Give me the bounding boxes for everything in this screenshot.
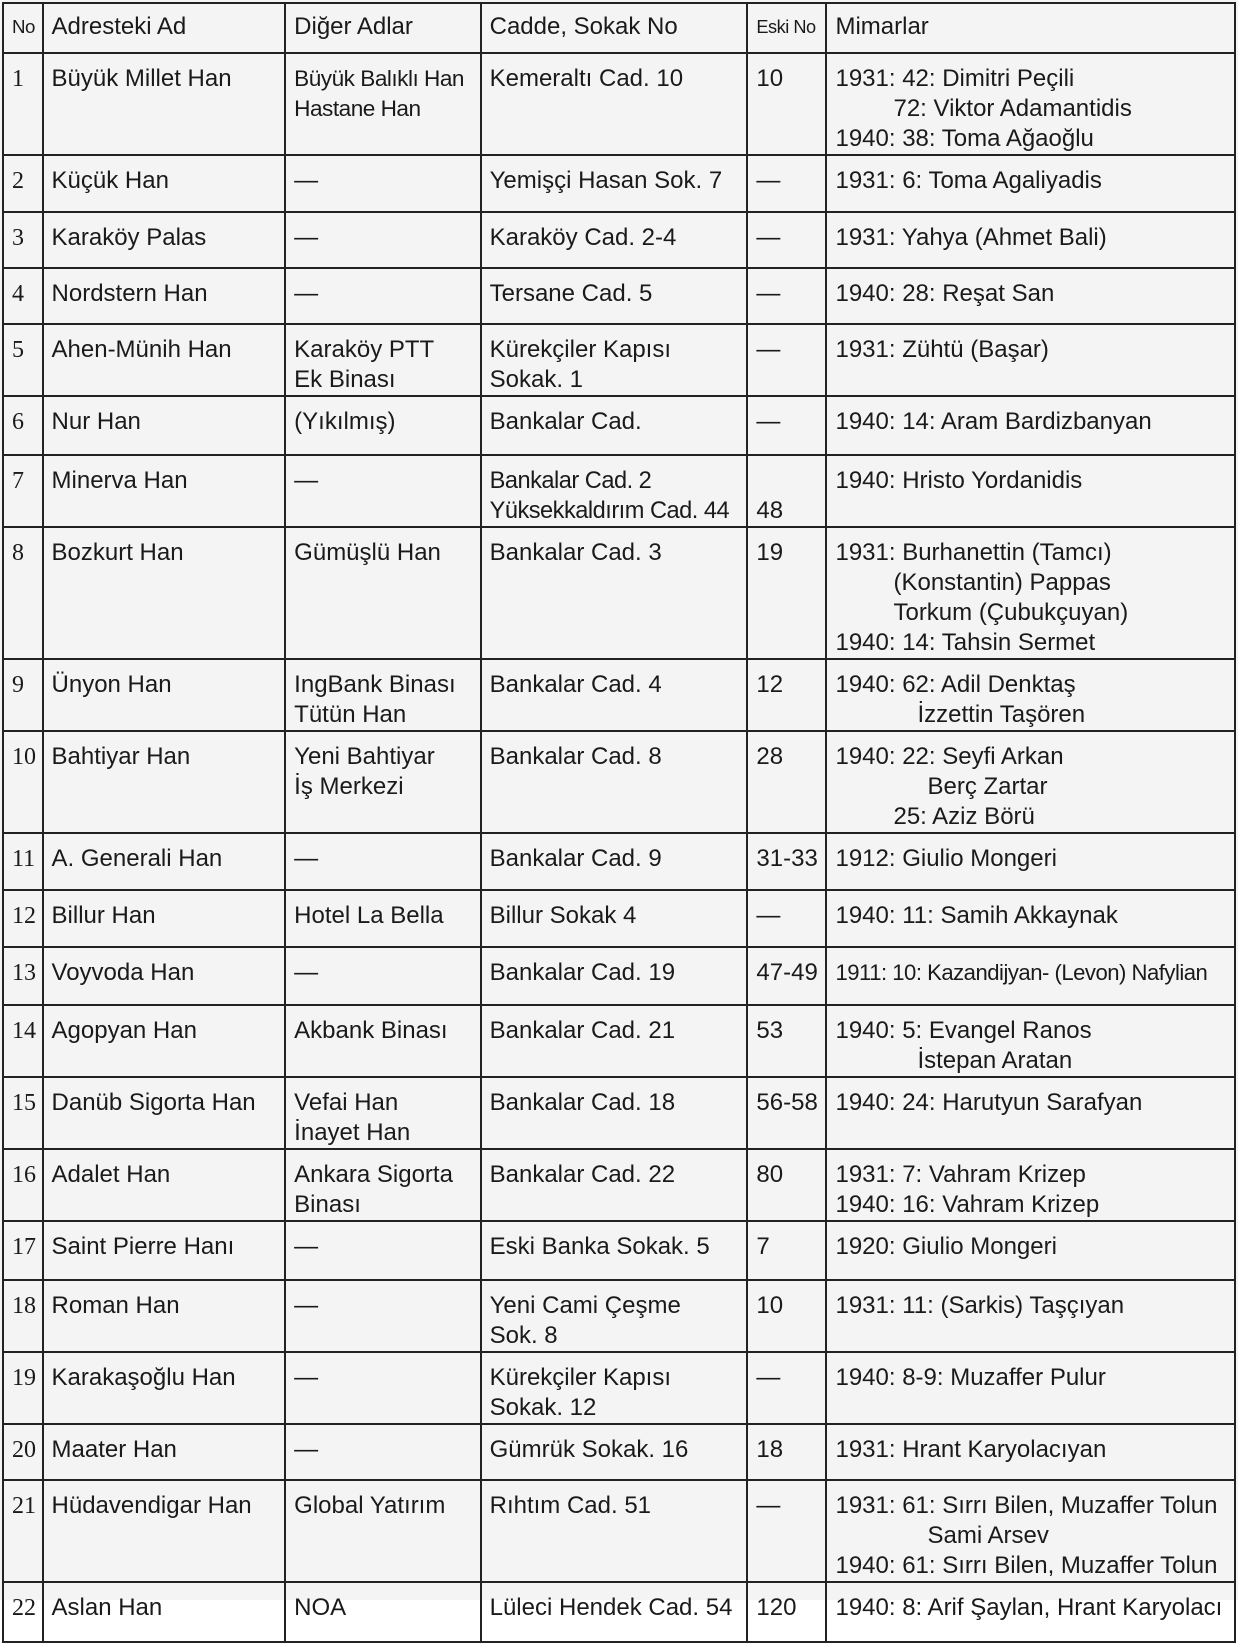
architects-cell-line: 1940: 62: Adil Denktaş bbox=[835, 671, 1076, 698]
other-names-cell bbox=[285, 155, 480, 212]
row-number-cell: 5 bbox=[3, 324, 43, 396]
other-names-cell bbox=[285, 1352, 480, 1424]
street-cell bbox=[481, 833, 748, 890]
architects-cell-line: 1931: Zühtü (Başar) bbox=[835, 336, 1049, 363]
other-names-cell-line: İnayet Han bbox=[294, 1119, 411, 1146]
architects-cell-line: İzzettin Taşören bbox=[917, 701, 1086, 728]
architects-cell-line: 1940: 16: Vahram Krizep bbox=[835, 1191, 1100, 1218]
architects-cell-line: 1940: 38: Toma Ağaoğlu bbox=[835, 125, 1094, 152]
architects-cell bbox=[826, 731, 1235, 833]
han-name-cell: Adalet Han bbox=[43, 1149, 286, 1221]
street-cell bbox=[481, 324, 748, 396]
street-cell-line: Bankalar Cad. 18 bbox=[489, 1089, 676, 1116]
old-number-cell: — bbox=[747, 1480, 826, 1582]
row-number-cell: 22 bbox=[3, 1582, 43, 1642]
street-cell bbox=[481, 268, 748, 324]
han-name-cell: Karakaşoğlu Han bbox=[43, 1352, 286, 1424]
architects-cell bbox=[826, 1221, 1235, 1280]
row-number-cell: 14 bbox=[3, 1005, 43, 1077]
table-row bbox=[3, 527, 1235, 659]
han-name-cell: Bahtiyar Han bbox=[43, 731, 286, 833]
row-number-cell: 16 bbox=[3, 1149, 43, 1221]
table-row bbox=[3, 890, 1235, 947]
old-number-cell: — bbox=[747, 155, 826, 212]
street-cell bbox=[481, 659, 748, 731]
street-cell-line: Kürekçiler Kapısı bbox=[489, 1364, 672, 1391]
street-cell bbox=[481, 1582, 748, 1642]
table-row bbox=[3, 731, 1235, 833]
other-names-cell-line: Global Yatırım bbox=[294, 1492, 446, 1519]
street-cell-line: Yemişçi Hasan Sok. 7 bbox=[489, 167, 723, 194]
row-number-cell: 7 bbox=[3, 455, 43, 527]
architects-cell-line: İstepan Aratan bbox=[917, 1047, 1073, 1074]
old-number-cell: 53 bbox=[747, 1005, 826, 1077]
architects-cell-line: 1940: 28: Reşat San bbox=[835, 280, 1055, 307]
old-number-cell: 28 bbox=[747, 731, 826, 833]
architects-cell bbox=[826, 268, 1235, 324]
street-cell-line: Gümrük Sokak. 16 bbox=[489, 1436, 689, 1463]
old-number-cell: 31-33 bbox=[747, 833, 826, 890]
table-row bbox=[3, 1149, 1235, 1221]
other-names-cell-line: Ek Binası bbox=[294, 366, 396, 393]
architects-cell bbox=[826, 833, 1235, 890]
row-number-cell: 12 bbox=[3, 890, 43, 947]
architects-cell bbox=[826, 53, 1235, 155]
other-names-cell-line: — bbox=[294, 845, 319, 872]
han-name-cell: Agopyan Han bbox=[43, 1005, 286, 1077]
old-number-cell: 10 bbox=[747, 1280, 826, 1352]
han-name-cell: Voyvoda Han bbox=[43, 947, 286, 1005]
other-names-cell-line: Akbank Binası bbox=[294, 1017, 448, 1044]
han-name-cell: Küçük Han bbox=[43, 155, 286, 212]
architects-cell-line: 1931: 42: Dimitri Peçili bbox=[835, 65, 1075, 92]
han-name-cell: Ahen-Münih Han bbox=[43, 324, 286, 396]
han-name-cell: Roman Han bbox=[43, 1280, 286, 1352]
architects-cell-line: 1940: 5: Evangel Ranos bbox=[835, 1017, 1092, 1044]
street-cell bbox=[481, 1480, 748, 1582]
other-names-cell-line: — bbox=[294, 1436, 319, 1463]
old-number-cell: 47-49 bbox=[747, 947, 826, 1005]
architects-cell bbox=[826, 1582, 1235, 1642]
row-number-cell: 21 bbox=[3, 1480, 43, 1582]
architects-cell bbox=[826, 1424, 1235, 1480]
architects-cell bbox=[826, 1280, 1235, 1352]
street-cell bbox=[481, 527, 748, 659]
other-names-cell-line: Hotel La Bella bbox=[294, 902, 444, 929]
other-names-cell-line: Hastane Han bbox=[294, 96, 421, 121]
street-cell-line: Bankalar Cad. 4 bbox=[489, 671, 662, 698]
table-row bbox=[3, 1582, 1235, 1642]
other-names-cell-line: — bbox=[294, 280, 319, 307]
table-body bbox=[3, 53, 1235, 1642]
han-name-cell: Hüdavendigar Han bbox=[43, 1480, 286, 1582]
old-number-cell: 7 bbox=[747, 1221, 826, 1280]
table-row bbox=[3, 947, 1235, 1005]
han-name-cell: Aslan Han bbox=[43, 1582, 286, 1642]
han-name-cell: Danüb Sigorta Han bbox=[43, 1077, 286, 1149]
street-cell bbox=[481, 212, 748, 268]
street-cell-line: Billur Sokak 4 bbox=[489, 902, 637, 929]
table-row bbox=[3, 53, 1235, 155]
other-names-cell-line: — bbox=[294, 467, 319, 494]
han-name-cell: Minerva Han bbox=[43, 455, 286, 527]
han-name-cell: Bozkurt Han bbox=[43, 527, 286, 659]
other-names-cell-line: — bbox=[294, 1233, 319, 1260]
architects-cell-line: Sami Arsev bbox=[927, 1522, 1049, 1549]
street-cell-line: Bankalar Cad. 2 bbox=[489, 468, 652, 494]
architects-cell-line: 1940: 8-9: Muzaffer Pulur bbox=[835, 1364, 1106, 1391]
architects-cell-line: 1931: 61: Sırrı Bilen, Muzaffer Tolun bbox=[835, 1492, 1218, 1519]
street-cell-line: Karaköy Cad. 2-4 bbox=[489, 224, 677, 251]
street-cell bbox=[481, 455, 748, 527]
architects-cell-line: 1940: 61: Sırrı Bilen, Muzaffer Tolun bbox=[835, 1552, 1218, 1579]
header-no: No bbox=[3, 3, 43, 53]
row-number-cell: 4 bbox=[3, 268, 43, 324]
street-cell bbox=[481, 731, 748, 833]
other-names-cell bbox=[285, 268, 480, 324]
old-number-cell: — bbox=[747, 268, 826, 324]
architects-cell-line: 1911: 10: Kazandijyan- (Levon) Nafylian bbox=[835, 960, 1208, 985]
architects-cell-line: Torkum (Çubukçuyan) bbox=[893, 599, 1129, 626]
other-names-cell-line: Binası bbox=[294, 1191, 361, 1218]
architects-cell-line: 1940: 22: Seyfi Arkan bbox=[835, 743, 1064, 770]
han-name-cell: Karaköy Palas bbox=[43, 212, 286, 268]
architects-cell-line: Berç Zartar bbox=[927, 773, 1048, 800]
row-number-cell: 9 bbox=[3, 659, 43, 731]
other-names-cell bbox=[285, 731, 480, 833]
architects-cell bbox=[826, 396, 1235, 455]
street-cell bbox=[481, 1077, 748, 1149]
other-names-cell bbox=[285, 396, 480, 455]
street-cell bbox=[481, 396, 748, 455]
street-cell-line: Sokak. 1 bbox=[489, 366, 583, 393]
header-architects: Mimarlar bbox=[826, 3, 1235, 53]
old-number-cell: 48 bbox=[747, 455, 826, 527]
other-names-cell bbox=[285, 833, 480, 890]
architects-cell-line: 1912: Giulio Mongeri bbox=[835, 845, 1057, 872]
street-cell-line: Kemeraltı Cad. 10 bbox=[489, 65, 684, 92]
other-names-cell-line: — bbox=[294, 959, 319, 986]
architects-cell bbox=[826, 155, 1235, 212]
other-names-cell bbox=[285, 1149, 480, 1221]
architects-cell-line: 1931: 7: Vahram Krizep bbox=[835, 1161, 1086, 1188]
architects-cell-line: (Konstantin) Pappas bbox=[893, 569, 1111, 596]
old-number-cell: 18 bbox=[747, 1424, 826, 1480]
other-names-cell bbox=[285, 1077, 480, 1149]
other-names-cell-line: Büyük Balıklı Han bbox=[294, 66, 464, 91]
header-row bbox=[3, 3, 1235, 53]
old-number-cell: — bbox=[747, 212, 826, 268]
row-number-cell: 1 bbox=[3, 53, 43, 155]
han-name-cell: A. Generali Han bbox=[43, 833, 286, 890]
other-names-cell bbox=[285, 527, 480, 659]
street-cell-line: Lüleci Hendek Cad. 54 bbox=[489, 1594, 733, 1621]
other-names-cell-line: — bbox=[294, 224, 319, 251]
street-cell bbox=[481, 947, 748, 1005]
row-number-cell: 3 bbox=[3, 212, 43, 268]
other-names-cell-line: IngBank Binası bbox=[294, 671, 456, 698]
street-cell-line: Tersane Cad. 5 bbox=[489, 280, 653, 307]
old-number-cell: — bbox=[747, 396, 826, 455]
architects-cell-line: 1931: Yahya (Ahmet Bali) bbox=[835, 224, 1107, 251]
row-number-cell: 15 bbox=[3, 1077, 43, 1149]
architects-cell bbox=[826, 455, 1235, 527]
street-cell-line: Kürekçiler Kapısı bbox=[489, 336, 672, 363]
table-row bbox=[3, 1221, 1235, 1280]
street-cell bbox=[481, 155, 748, 212]
architects-cell bbox=[826, 324, 1235, 396]
architects-cell-line: 1940: 14: Aram Bardizbanyan bbox=[835, 408, 1152, 435]
han-table bbox=[2, 2, 1236, 1643]
table-row bbox=[3, 212, 1235, 268]
other-names-cell bbox=[285, 659, 480, 731]
architects-cell-line: 1931: Burhanettin (Tamcı) bbox=[835, 539, 1112, 566]
street-cell bbox=[481, 1221, 748, 1280]
header-other-names: Diğer Adlar bbox=[285, 3, 480, 53]
architects-cell-line: 1931: 11: (Sarkis) Taşçıyan bbox=[835, 1292, 1125, 1319]
row-number-cell: 10 bbox=[3, 731, 43, 833]
table-row bbox=[3, 833, 1235, 890]
old-number-cell: 56-58 bbox=[747, 1077, 826, 1149]
other-names-cell bbox=[285, 1480, 480, 1582]
street-cell bbox=[481, 1005, 748, 1077]
architects-cell-line: 1940: Hristo Yordanidis bbox=[835, 467, 1083, 494]
architects-cell bbox=[826, 1149, 1235, 1221]
han-name-cell: Ünyon Han bbox=[43, 659, 286, 731]
row-number-cell: 20 bbox=[3, 1424, 43, 1480]
street-cell-line: Bankalar Cad. 21 bbox=[489, 1017, 676, 1044]
street-cell bbox=[481, 1149, 748, 1221]
other-names-cell-line: Karaköy PTT bbox=[294, 336, 435, 363]
row-number-cell: 2 bbox=[3, 155, 43, 212]
architects-cell bbox=[826, 212, 1235, 268]
table-row bbox=[3, 324, 1235, 396]
table-row bbox=[3, 1352, 1235, 1424]
han-name-cell: Saint Pierre Hanı bbox=[43, 1221, 286, 1280]
other-names-cell bbox=[285, 1582, 480, 1642]
old-number-cell: 19 bbox=[747, 527, 826, 659]
other-names-cell bbox=[285, 1424, 480, 1480]
other-names-cell bbox=[285, 947, 480, 1005]
street-cell bbox=[481, 1352, 748, 1424]
other-names-cell bbox=[285, 455, 480, 527]
header-old-no: Eski No bbox=[747, 3, 826, 53]
street-cell-line: Sokak. 12 bbox=[489, 1394, 597, 1421]
street-cell-line: Bankalar Cad. 3 bbox=[489, 539, 662, 566]
street-cell-line: Eski Banka Sokak. 5 bbox=[489, 1233, 710, 1260]
other-names-cell-line: Vefai Han bbox=[294, 1089, 399, 1116]
han-name-cell: Maater Han bbox=[43, 1424, 286, 1480]
other-names-cell bbox=[285, 1005, 480, 1077]
architects-cell-line: 1940: 8: Arif Şaylan, Hrant Karyolacı bbox=[835, 1594, 1223, 1621]
other-names-cell-line: Tütün Han bbox=[294, 701, 407, 728]
table-row bbox=[3, 268, 1235, 324]
street-cell bbox=[481, 53, 748, 155]
street-cell-line: Bankalar Cad. 22 bbox=[489, 1161, 676, 1188]
street-cell-line: Sok. 8 bbox=[489, 1322, 558, 1349]
other-names-cell-line: — bbox=[294, 1364, 319, 1391]
other-names-cell-line: İş Merkezi bbox=[294, 773, 404, 800]
other-names-cell bbox=[285, 212, 480, 268]
street-cell-line: Yeni Cami Çeşme bbox=[489, 1292, 681, 1319]
architects-cell bbox=[826, 1352, 1235, 1424]
architects-cell-line: 25: Aziz Börü bbox=[893, 803, 1035, 830]
old-number-cell: 120 bbox=[747, 1582, 826, 1642]
table-row bbox=[3, 1280, 1235, 1352]
architects-cell-line: 1931: 6: Toma Agaliyadis bbox=[835, 167, 1102, 194]
other-names-cell-line: Gümüşlü Han bbox=[294, 539, 441, 566]
row-number-cell: 8 bbox=[3, 527, 43, 659]
architects-cell bbox=[826, 890, 1235, 947]
other-names-cell-line: Ankara Sigorta bbox=[294, 1161, 453, 1188]
row-number-cell: 11 bbox=[3, 833, 43, 890]
architects-cell bbox=[826, 1005, 1235, 1077]
table-row bbox=[3, 1480, 1235, 1582]
other-names-cell bbox=[285, 1221, 480, 1280]
old-number-cell: 12 bbox=[747, 659, 826, 731]
row-number-cell: 19 bbox=[3, 1352, 43, 1424]
street-cell bbox=[481, 1424, 748, 1480]
street-cell bbox=[481, 890, 748, 947]
old-number-cell: 10 bbox=[747, 53, 826, 155]
table-row bbox=[3, 1077, 1235, 1149]
architects-cell-line: 1931: Hrant Karyolacıyan bbox=[835, 1436, 1107, 1463]
table-row bbox=[3, 396, 1235, 455]
old-number-cell: — bbox=[747, 890, 826, 947]
table-row bbox=[3, 155, 1235, 212]
street-cell-line: Bankalar Cad. 9 bbox=[489, 845, 662, 872]
architects-cell-line: 1940: 14: Tahsin Sermet bbox=[835, 629, 1096, 656]
old-number-cell: 80 bbox=[747, 1149, 826, 1221]
architects-cell-line: 1940: 24: Harutyun Sarafyan bbox=[835, 1089, 1143, 1116]
architects-cell bbox=[826, 527, 1235, 659]
other-names-cell-line: NOA bbox=[294, 1594, 347, 1621]
han-name-cell: Nur Han bbox=[43, 396, 286, 455]
old-number-cell: — bbox=[747, 1352, 826, 1424]
architects-cell-line: 1940: 11: Samih Akkaynak bbox=[835, 902, 1118, 929]
architects-cell bbox=[826, 659, 1235, 731]
street-cell bbox=[481, 1280, 748, 1352]
other-names-cell bbox=[285, 890, 480, 947]
other-names-cell bbox=[285, 53, 480, 155]
han-name-cell: Büyük Millet Han bbox=[43, 53, 286, 155]
han-name-cell: Nordstern Han bbox=[43, 268, 286, 324]
street-cell-line: Bankalar Cad. 8 bbox=[489, 743, 662, 770]
old-number-cell: — bbox=[747, 324, 826, 396]
header-street: Cadde, Sokak No bbox=[481, 3, 748, 53]
street-cell-line: Yüksekkaldırım Cad. 44 bbox=[489, 498, 730, 524]
architects-cell-line: 72: Viktor Adamantidis bbox=[893, 95, 1132, 122]
other-names-cell-line: (Yıkılmış) bbox=[294, 408, 396, 435]
street-cell-line: Rıhtım Cad. 51 bbox=[489, 1492, 652, 1519]
architects-cell-line: 1920: Giulio Mongeri bbox=[835, 1233, 1057, 1260]
table-row bbox=[3, 1005, 1235, 1077]
row-number-cell: 18 bbox=[3, 1280, 43, 1352]
header-name: Adresteki Ad bbox=[43, 3, 286, 53]
other-names-cell-line: Yeni Bahtiyar bbox=[294, 743, 435, 770]
other-names-cell bbox=[285, 324, 480, 396]
other-names-cell-line: — bbox=[294, 1292, 319, 1319]
table-row bbox=[3, 1424, 1235, 1480]
row-number-cell: 17 bbox=[3, 1221, 43, 1280]
street-cell-line: Bankalar Cad. bbox=[489, 408, 642, 435]
han-name-cell: Billur Han bbox=[43, 890, 286, 947]
street-cell-line: Bankalar Cad. 19 bbox=[489, 959, 676, 986]
table-row bbox=[3, 455, 1235, 527]
architects-cell bbox=[826, 1480, 1235, 1582]
table-row bbox=[3, 659, 1235, 731]
other-names-cell-line: — bbox=[294, 167, 319, 194]
architects-cell bbox=[826, 947, 1235, 1005]
architects-cell bbox=[826, 1077, 1235, 1149]
row-number-cell: 6 bbox=[3, 396, 43, 455]
other-names-cell bbox=[285, 1280, 480, 1352]
row-number-cell: 13 bbox=[3, 947, 43, 1005]
